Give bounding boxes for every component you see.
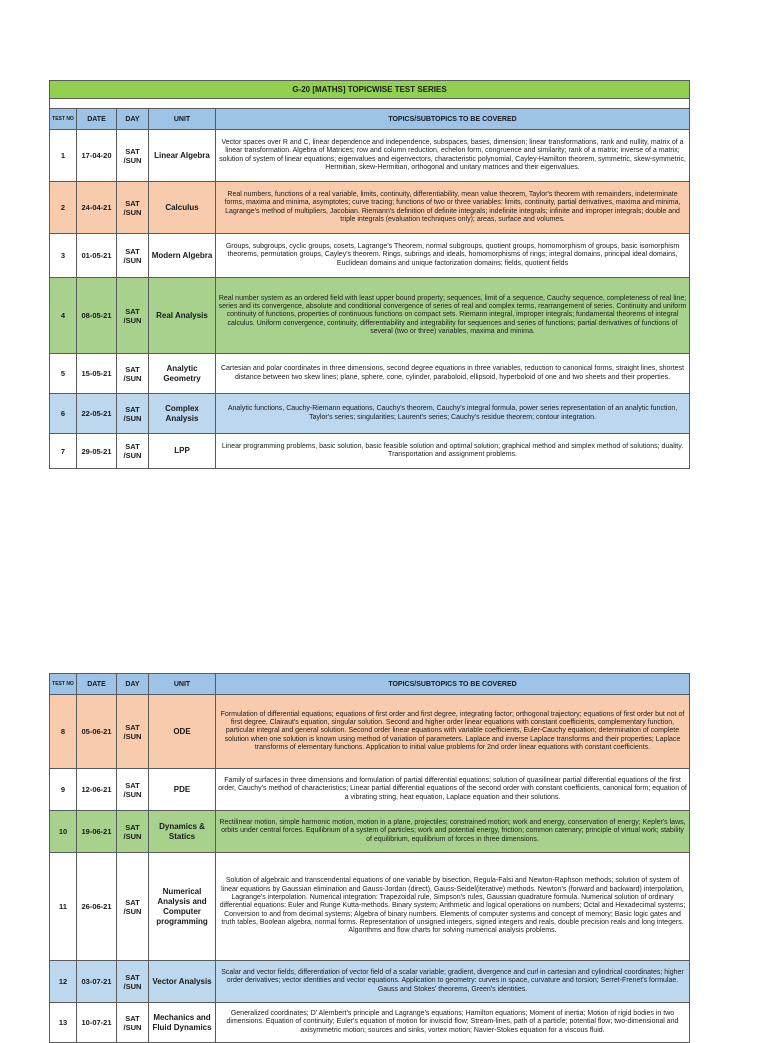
- header-row: [50, 109, 690, 130]
- day-cell: SAT /SUN: [117, 1003, 149, 1043]
- topics-cell: Cartesian and polar coordinates in three dimensions, second degree equations in three variables, reduction to canonical forms, straight lines, shortest distance between two skew lines; plane, sphere, cone, cylinder, paraboloid, ellipsoid, hyperboloid of one and two sheets and their properties.: [216, 354, 690, 394]
- topics-cell: Linear programming problems, basic solution, basic feasible solution and optimal solution; graphical method and simplex method of solutions; duality. Transportation and assignment problems.: [216, 434, 690, 469]
- day-cell: SAT /SUN: [117, 234, 149, 278]
- day-cell: SAT /SUN: [117, 130, 149, 182]
- test-number-cell: 11: [50, 853, 77, 961]
- date-cell: 03-07-21: [77, 961, 117, 1003]
- test-number-cell: 5: [50, 354, 77, 394]
- table-title: G-20 [MATHS] TOPICWISE TEST SERIES: [50, 81, 690, 99]
- day-cell: SAT /SUN: [117, 695, 149, 769]
- header-date: DATE: [77, 109, 117, 130]
- table-row: [50, 695, 690, 769]
- test-number-cell: 9: [50, 769, 77, 811]
- unit-cell: Complex Analysis: [149, 394, 216, 434]
- unit-cell: ODE: [149, 695, 216, 769]
- table-row: [50, 130, 690, 182]
- date-cell: 17-04-20: [77, 130, 117, 182]
- header-day: DAY: [117, 674, 149, 695]
- topics-cell: Generalized coordinates; D' Alembert's principle and Lagrange's equations; Hamilton equations; Moment of inertia; Motion of rigid bodies in two dimensions. Equation of continuity; Euler's equation of motion for inviscid flow; Stream-lines, path of a particle; potential flow; two-dimensional and axisymmetric motion; sources and sinks, vortex motion; Navier-Stokes equation for a viscous fluid.: [216, 1003, 690, 1043]
- table-row: [50, 182, 690, 234]
- day-cell: SAT /SUN: [117, 394, 149, 434]
- day-cell: SAT /SUN: [117, 811, 149, 853]
- unit-cell: Mechanics and Fluid Dynamics: [149, 1003, 216, 1043]
- date-cell: 05-06-21: [77, 695, 117, 769]
- unit-cell: Modern Algebra: [149, 234, 216, 278]
- unit-cell: Calculus: [149, 182, 216, 234]
- header-topics: TOPICS/SUBTOPICS TO BE COVERED: [216, 674, 690, 695]
- header-unit: UNIT: [149, 674, 216, 695]
- table-row: [50, 811, 690, 853]
- table-row: [50, 961, 690, 1003]
- date-cell: 15-05-21: [77, 354, 117, 394]
- topics-cell: Real numbers, functions of a real variable, limits, continuity, differentiability, mean value theorem, Taylor's theorem with remainders, indeterminate forms, maxima and minima, asymptotes; curve tracing; functions of two or three variables: limits, continuity, partial derivatives, maxima and minima, Lagrange's method of multipliers, Jacobian. Riemann's definition of definite integrals; indefinite integrals; infinite and improper integrals; double and triple integrals (evaluation techniques only); areas, surface and volumes.: [216, 182, 690, 234]
- topics-cell: Analytic functions, Cauchy-Riemann equations, Cauchy's theorem, Cauchy's integral formula, power series representation of an analytic function, Taylor's series; singularities; Laurent's series; Cauchy's residue theorem; contour integration.: [216, 394, 690, 434]
- table-row: [50, 234, 690, 278]
- day-cell: SAT /SUN: [117, 853, 149, 961]
- header-test-no: TEST NO: [50, 674, 77, 695]
- table-row: [50, 434, 690, 469]
- test-number-cell: 13: [50, 1003, 77, 1043]
- date-cell: 19-06-21: [77, 811, 117, 853]
- unit-cell: PDE: [149, 769, 216, 811]
- topics-cell: Vector spaces over R and C, linear dependence and independence, subspaces, bases, dimension; linear transformations, rank and nullity, matrix of a linear transformation. Algebra of Matrices; row and column reduction, echelon form, congruence and similarity; rank of a matrix; inverse of a matrix; solution of system of linear equations; eigenvalues and eigenvectors, characteristic polynomial, Cayley-Hamilton theorem, symmetric, skew-symmetric, Hermitian, skew-Hermitian, orthogonal and unitary matrices and their eigenvalues.: [216, 130, 690, 182]
- unit-cell: Real Analysis: [149, 278, 216, 354]
- header-unit: UNIT: [149, 109, 216, 130]
- test-number-cell: 4: [50, 278, 77, 354]
- day-cell: SAT /SUN: [117, 354, 149, 394]
- unit-cell: Linear Algebra: [149, 130, 216, 182]
- day-cell: SAT /SUN: [117, 278, 149, 354]
- topics-cell: Solution of algebraic and transcendental equations of one variable by bisection, Regula-Falsi and Newton-Raphson methods; solution of system of linear equations by Gaussian elimination and Gauss-Jordan (direct), Gauss-Seidel(iterative) methods. Newton's (forward and backward) interpolation, Lagrange's interpolation. Numerical integration: Trapezoidal rule, Simpson's rules, Gaussian quadrature formula. Numerical solution of ordinary differential equations: Euler and Runge Kutta-methods. Binary system; Arithmetic and logical operations on numbers; Octal and Hexadecimal systems; Conversion to and from decimal systems; Algebra of binary numbers. Elements of computer systems and concept of memory; Basic logic gates and truth tables, Boolean algebra, normal forms. Representation of unsigned integers, signed integers and reals, double precision reals and long integers. Algorithms and flow charts for solving numerical analysis problems.: [216, 853, 690, 961]
- date-cell: 29-05-21: [77, 434, 117, 469]
- date-cell: 01-05-21: [77, 234, 117, 278]
- header-day: DAY: [117, 109, 149, 130]
- header-row: [50, 674, 690, 695]
- date-cell: 24-04-21: [77, 182, 117, 234]
- header-test-no: TEST NO: [50, 109, 77, 130]
- topics-cell: Groups, subgroups, cyclic groups, cosets, Lagrange's Theorem, normal subgroups, quotient groups, homomorphism of groups, basic isomorphism theorems, permutation groups, Cayley's theorem. Rings, subrings and ideals, homomorphisms of rings; integral domains, principal ideal domains, Euclidean domains and unique factorization domains; fields, quotient fields: [216, 234, 690, 278]
- topics-cell: Family of surfaces in three dimensions and formulation of partial differential equations; solution of quasilinear partial differential equations of the first order, Cauchy's method of characteristics; Linear partial differential equations of the second order with constant coefficients, canonical form; equation of a vibrating string, heat equation, Laplace equation and their solutions.: [216, 769, 690, 811]
- date-cell: 12-06-21: [77, 769, 117, 811]
- table-row: [50, 354, 690, 394]
- unit-cell: Vector Analysis: [149, 961, 216, 1003]
- test-number-cell: 7: [50, 434, 77, 469]
- header-date: DATE: [77, 674, 117, 695]
- topics-cell: Real number system as an ordered field with least upper bound property; sequences, limit of a sequence, Cauchy sequence, completeness of real line; series and its convergence, absolute and conditional convergence of series of real and complex terms, rearrangement of series. Continuity and uniform continuity of functions, properties of continuous functions on compact sets. Riemann integral, improper integrals; fundamental theorems of integral calculus. Uniform convergence, continuity, differentiability and integrability for sequences and series of functions; partial derivatives of functions of several (two or three) variables, maxima and minima.: [216, 278, 690, 354]
- test-number-cell: 3: [50, 234, 77, 278]
- day-cell: SAT /SUN: [117, 434, 149, 469]
- table-row: [50, 278, 690, 354]
- topics-cell: Rectilinear motion, simple harmonic motion, motion in a plane, projectiles; constrained motion; work and energy, conservation of energy; Kepler's laws, orbits under central forces. Equilibrium of a system of particles; work and potential energy, friction; common catenary; principle of virtual work; stability of equilibrium, equilibrium of forces in three dimensions.: [216, 811, 690, 853]
- test-number-cell: 2: [50, 182, 77, 234]
- header-topics: TOPICS/SUBTOPICS TO BE COVERED: [216, 109, 690, 130]
- day-cell: SAT /SUN: [117, 182, 149, 234]
- day-cell: SAT /SUN: [117, 769, 149, 811]
- test-series-table-1: [49, 80, 690, 469]
- day-cell: SAT /SUN: [117, 961, 149, 1003]
- test-number-cell: 10: [50, 811, 77, 853]
- test-number-cell: 12: [50, 961, 77, 1003]
- date-cell: 08-05-21: [77, 278, 117, 354]
- unit-cell: LPP: [149, 434, 216, 469]
- table-title-row: [50, 81, 690, 99]
- test-number-cell: 1: [50, 130, 77, 182]
- test-number-cell: 8: [50, 695, 77, 769]
- date-cell: 10-07-21: [77, 1003, 117, 1043]
- unit-cell: Dynamics & Statics: [149, 811, 216, 853]
- date-cell: 26-06-21: [77, 853, 117, 961]
- unit-cell: Analytic Geometry: [149, 354, 216, 394]
- test-number-cell: 6: [50, 394, 77, 434]
- table-row: [50, 769, 690, 811]
- table-row: [50, 394, 690, 434]
- table-row: [50, 853, 690, 961]
- table-row: [50, 1003, 690, 1043]
- test-series-table-2: [49, 673, 690, 1043]
- date-cell: 22-05-21: [77, 394, 117, 434]
- spacer-row: [50, 99, 690, 109]
- unit-cell: Numerical Analysis and Computer programming: [149, 853, 216, 961]
- topics-cell: Scalar and vector fields, differentiation of vector field of a scalar variable; gradient, divergence and curl in cartesian and cylindrical coordinates; higher order derivatives; vector identities and vector equations. Application to geometry: curves in space, curvature and torsion; Serret-Frenet's formulae. Gauss and Stokes' theorems, Green's identities.: [216, 961, 690, 1003]
- spacer-cell: [50, 99, 690, 109]
- topics-cell: Formulation of differential equations; equations of first order and first degree, integrating factor; orthogonal trajectory; equations of first order but not of first degree, Clairaut's equation, singular solution. Second and higher order linear equations with constant coefficients, complementary function, particular integral and general solution. Second order linear equations with variable coefficients, Euler-Cauchy equation; determination of complete solution when one solution is known using method of variation of parameters. Laplace and inverse Laplace transforms and their properties; Laplace transforms of elementary functions. Application to initial value problems for 2nd order linear equations with constant coefficients.: [216, 695, 690, 769]
